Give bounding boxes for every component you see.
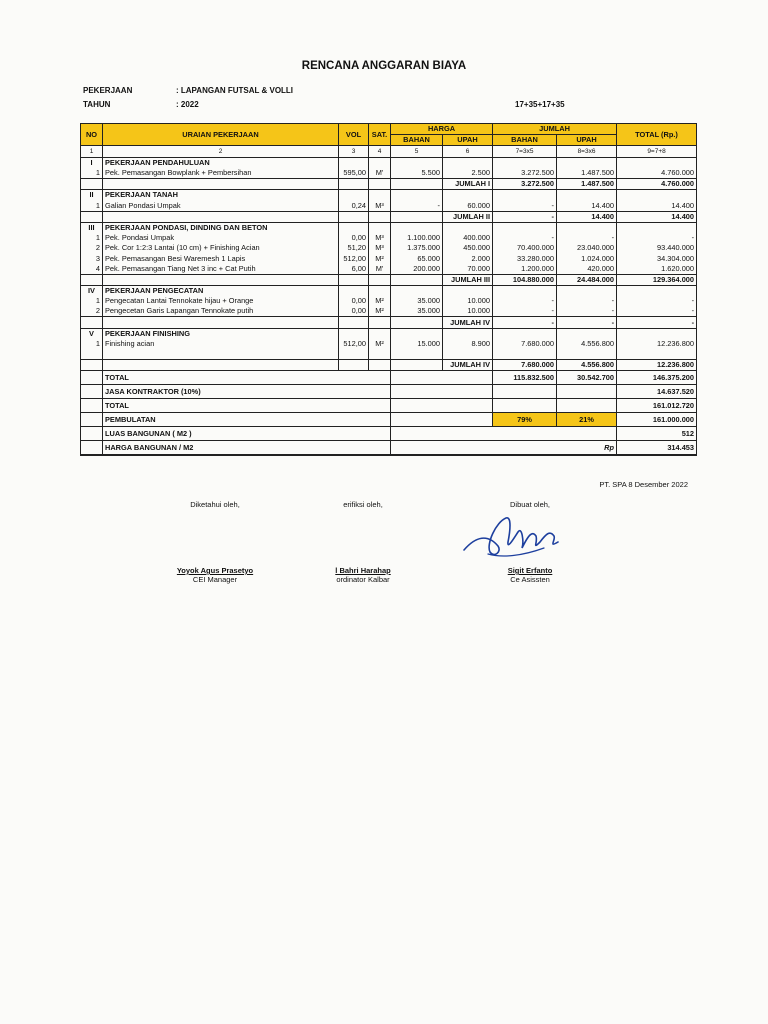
item-harga-bahan: 35.000 (391, 296, 443, 306)
subtotal-total: 129.364.000 (617, 274, 697, 285)
summary-row-harga (81, 441, 697, 456)
table-row (81, 200, 697, 211)
item-jumlah-upah: 23.040.000 (557, 243, 617, 253)
item-desc: Finishing acian (103, 339, 339, 349)
table-row (81, 306, 697, 317)
item-jumlah-upah: 420.000 (557, 263, 617, 274)
item-total: 14.400 (617, 200, 697, 211)
summary-row-luas (81, 427, 697, 441)
item-sat: M³ (369, 243, 391, 253)
section-row (81, 285, 697, 296)
item-jumlah-bahan: 3.272.500 (493, 168, 557, 179)
header-total: TOTAL (Rp.) (617, 124, 697, 146)
item-no: 1 (81, 168, 103, 179)
subtotal-label: JUMLAH II (443, 211, 493, 222)
header-vol: VOL (339, 124, 369, 146)
section-no: V (81, 328, 103, 339)
summary-label: LUAS BANGUNAN ( M2 ) (103, 427, 391, 441)
place-date: PT. SPA 8 Desember 2022 (599, 480, 688, 489)
pembulatan-upah-percent: 21% (557, 413, 617, 427)
subtotal-row (81, 274, 697, 285)
signatory-role: Ce Asissten (510, 575, 550, 584)
summary-label: HARGA BANGUNAN / M2 (103, 441, 391, 456)
item-total: - (617, 306, 697, 317)
item-vol: 595,00 (339, 168, 369, 179)
item-jumlah-upah: 4.556.800 (557, 339, 617, 349)
item-total: 12.236.800 (617, 339, 697, 349)
pekerjaan-label: PEKERJAAN (83, 86, 133, 95)
subtotal-row (81, 211, 697, 222)
item-no: 1 (81, 233, 103, 243)
summary-label: TOTAL (103, 371, 391, 385)
index-cell: 3 (339, 146, 369, 157)
item-desc: Galian Pondasi Umpak (103, 200, 339, 211)
signatory-role: CEI Manager (192, 575, 238, 584)
subtotal-bahan: - (493, 211, 557, 222)
item-jumlah-upah: - (557, 233, 617, 243)
item-harga-upah: 8.900 (443, 339, 493, 349)
signature-block-2 (318, 500, 408, 509)
header-harga: HARGA (391, 124, 493, 135)
item-total: - (617, 296, 697, 306)
item-desc: Pek. Cor 1:2:3 Lantai (10 cm) + Finishing Acian (103, 243, 339, 253)
header-harga-upah: UPAH (443, 135, 493, 146)
item-jumlah-bahan: - (493, 200, 557, 211)
subtotal-upah: 4.556.800 (557, 360, 617, 371)
index-cell: 6 (443, 146, 493, 157)
subtotal-label: JUMLAH IV (443, 360, 493, 371)
summary-label: TOTAL (103, 399, 391, 413)
item-sat: M³ (369, 233, 391, 243)
item-vol: 0,24 (339, 200, 369, 211)
summary-total: 512 (617, 427, 697, 441)
section-no: I (81, 157, 103, 168)
summary-row-pembulatan (81, 413, 697, 427)
table-row (81, 263, 697, 274)
item-vol: 51,20 (339, 243, 369, 253)
signature-label: Diketahui oleh, (190, 500, 240, 509)
item-jumlah-bahan: 70.400.000 (493, 243, 557, 253)
item-no: 3 (81, 253, 103, 263)
header-uraian: URAIAN PEKERJAAN (103, 124, 339, 146)
subtotal-upah: 1.487.500 (557, 178, 617, 189)
section-name: PEKERJAAN TANAH (103, 190, 339, 201)
subtotal-upah: 24.484.000 (557, 274, 617, 285)
summary-total: 161.012.720 (617, 399, 697, 413)
summary-label: JASA KONTRAKTOR (10%) (103, 385, 391, 399)
subtotal-label: JUMLAH I (443, 178, 493, 189)
item-total: 4.760.000 (617, 168, 697, 179)
item-sat: M' (369, 168, 391, 179)
section-name: PEKERJAAN PENDAHULUAN (103, 157, 339, 168)
item-harga-upah: 2.000 (443, 253, 493, 263)
index-cell: 4 (369, 146, 391, 157)
handwritten-signature (458, 508, 568, 564)
section-name: PEKERJAAN FINISHING (103, 328, 339, 339)
item-no: 4 (81, 263, 103, 274)
formula-note: 17+35+17+35 (515, 100, 565, 109)
item-desc: Pengecetan Garis Lapangan Tennokate putih (103, 306, 339, 317)
subtotal-label: JUMLAH IV (443, 317, 493, 328)
index-cell: 2 (103, 146, 339, 157)
item-sat: M² (369, 296, 391, 306)
section-name: PEKERJAAN PONDASI, DINDING DAN BETON (103, 222, 339, 233)
table-row (81, 296, 697, 306)
item-vol: 0,00 (339, 233, 369, 243)
signatory-name: Yoyok Agus Prasetyo (176, 566, 254, 575)
item-vol: 6,00 (339, 263, 369, 274)
signature-name-block-1 (160, 566, 270, 584)
item-jumlah-bahan: - (493, 296, 557, 306)
item-total: - (617, 233, 697, 243)
subtotal-upah: - (557, 317, 617, 328)
summary-total: 146.375.200 (617, 371, 697, 385)
item-no: 1 (81, 200, 103, 211)
signature-label: Dibuat oleh, (509, 500, 551, 509)
index-cell: 7=3x5 (493, 146, 557, 157)
item-sat: M' (369, 263, 391, 274)
item-no: 2 (81, 306, 103, 317)
subtotal-total: 12.236.800 (617, 360, 697, 371)
item-harga-bahan: 15.000 (391, 339, 443, 349)
section-row (81, 328, 697, 339)
subtotal-total: - (617, 317, 697, 328)
header-jumlah: JUMLAH (493, 124, 617, 135)
section-row (81, 222, 697, 233)
signature-name-block-2 (318, 566, 408, 584)
header-sat: SAT. (369, 124, 391, 146)
item-total: 1.620.000 (617, 263, 697, 274)
signature-label: erifiksi oleh, (343, 500, 383, 509)
section-row (81, 190, 697, 201)
index-cell: 5 (391, 146, 443, 157)
item-jumlah-bahan: 1.200.000 (493, 263, 557, 274)
item-jumlah-upah: 14.400 (557, 200, 617, 211)
item-harga-upah: 10.000 (443, 306, 493, 317)
summary-label: PEMBULATAN (103, 413, 391, 427)
tahun-label: TAHUN (83, 100, 111, 109)
document-title: RENCANA ANGGARAN BIAYA (301, 60, 467, 72)
subtotal-total: 4.760.000 (617, 178, 697, 189)
table-row (81, 243, 697, 253)
item-harga-upah: 450.000 (443, 243, 493, 253)
table-row (81, 233, 697, 243)
summary-row-jasa (81, 385, 697, 399)
header-jumlah-bahan: BAHAN (493, 135, 557, 146)
item-harga-upah: 2.500 (443, 168, 493, 179)
index-cell: 1 (81, 146, 103, 157)
section-no: IV (81, 285, 103, 296)
signature-name-block-3 (475, 566, 585, 584)
item-harga-bahan: 200.000 (391, 263, 443, 274)
summary-row-total (81, 371, 697, 385)
subtotal-upah: 14.400 (557, 211, 617, 222)
item-jumlah-upah: 1.024.000 (557, 253, 617, 263)
item-total: 93.440.000 (617, 243, 697, 253)
subtotal-label: JUMLAH III (443, 274, 493, 285)
item-harga-bahan: 65.000 (391, 253, 443, 263)
item-harga-bahan: 1.100.000 (391, 233, 443, 243)
signatory-role: ordinator Kalbar (336, 575, 390, 584)
item-vol: 512,00 (339, 253, 369, 263)
item-harga-upah: 10.000 (443, 296, 493, 306)
subtotal-bahan: 7.680.000 (493, 360, 557, 371)
item-total: 34.304.000 (617, 253, 697, 263)
subtotal-row (81, 317, 697, 328)
table-row (81, 339, 697, 349)
header-jumlah-upah: UPAH (557, 135, 617, 146)
item-vol: 0,00 (339, 306, 369, 317)
summary-row-total2 (81, 399, 697, 413)
tahun-value: : 2022 (176, 100, 199, 109)
item-sat: M² (369, 306, 391, 317)
section-no: II (81, 190, 103, 201)
subtotal-total: 14.400 (617, 211, 697, 222)
summary-total: 314.453 (617, 441, 697, 456)
item-desc: Pek. Pemasangan Tiang Net 3 inc + Cat Putih (103, 263, 339, 274)
budget-table (80, 123, 697, 456)
item-desc: Pek. Pondasi Umpak (103, 233, 339, 243)
header-no: NO (81, 124, 103, 146)
subtotal-bahan: - (493, 317, 557, 328)
pembulatan-bahan-percent: 79% (493, 413, 557, 427)
pekerjaan-value: : LAPANGAN FUTSAL & VOLLI (176, 86, 294, 95)
item-harga-upah: 400.000 (443, 233, 493, 243)
subtotal-bahan: 3.272.500 (493, 178, 557, 189)
signatory-name: Sigit Erfanto (507, 566, 553, 575)
item-jumlah-bahan: 7.680.000 (493, 339, 557, 349)
spacer-row (81, 349, 697, 360)
item-desc: Pengecatan Lantai Tennokate hijau + Orange (103, 296, 339, 306)
item-jumlah-bahan: - (493, 306, 557, 317)
subtotal-row (81, 360, 697, 371)
item-harga-upah: 60.000 (443, 200, 493, 211)
item-harga-bahan: 35.000 (391, 306, 443, 317)
item-sat: M² (369, 253, 391, 263)
section-row (81, 157, 697, 168)
summary-total: 161.000.000 (617, 413, 697, 427)
subtotal-bahan: 104.880.000 (493, 274, 557, 285)
item-desc: Pek. Pemasangan Besi Waremesh 1 Lapis (103, 253, 339, 263)
item-jumlah-upah: 1.487.500 (557, 168, 617, 179)
item-jumlah-upah: - (557, 296, 617, 306)
currency-label: Rp (391, 441, 617, 456)
item-no: 1 (81, 296, 103, 306)
item-jumlah-upah: - (557, 306, 617, 317)
item-harga-upah: 70.000 (443, 263, 493, 274)
index-row (81, 146, 697, 157)
item-no: 1 (81, 339, 103, 349)
subtotal-row (81, 178, 697, 189)
index-cell: 9=7+8 (617, 146, 697, 157)
summary-upah: 30.542.700 (557, 371, 617, 385)
section-name: PEKERJAAN PENGECATAN (103, 285, 339, 296)
header-harga-bahan: BAHAN (391, 135, 443, 146)
item-vol: 512,00 (339, 339, 369, 349)
item-harga-bahan: - (391, 200, 443, 211)
table-row (81, 253, 697, 263)
item-sat: M² (369, 339, 391, 349)
table-row (81, 168, 697, 179)
index-cell: 8=3x6 (557, 146, 617, 157)
signatory-name: l Bahri Harahap (335, 566, 391, 575)
item-jumlah-bahan: - (493, 233, 557, 243)
item-desc: Pek. Pemasangan Bowplank + Pembersihan (103, 168, 339, 179)
item-harga-bahan: 5.500 (391, 168, 443, 179)
section-no: III (81, 222, 103, 233)
signature-block-1 (160, 500, 270, 509)
item-vol: 0,00 (339, 296, 369, 306)
summary-bahan: 115.832.500 (493, 371, 557, 385)
item-no: 2 (81, 243, 103, 253)
item-sat: M³ (369, 200, 391, 211)
summary-total: 14.637.520 (617, 385, 697, 399)
item-jumlah-bahan: 33.280.000 (493, 253, 557, 263)
item-harga-bahan: 1.375.000 (391, 243, 443, 253)
